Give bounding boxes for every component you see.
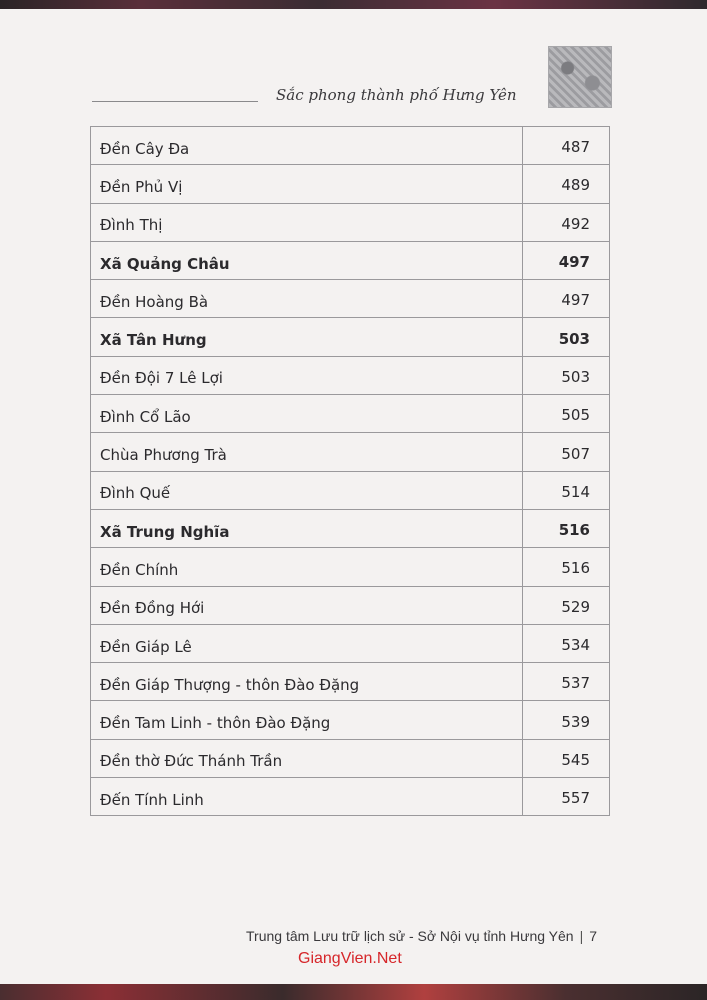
table-row xyxy=(91,318,610,356)
toc-entry-page: 516 xyxy=(523,509,610,547)
table-row xyxy=(91,701,610,739)
table-row xyxy=(91,778,610,816)
page-bottom-edge xyxy=(0,984,707,1000)
header-ornament-image xyxy=(548,46,612,108)
toc-entry-page: 497 xyxy=(523,280,610,318)
toc-entry-page: 529 xyxy=(523,586,610,624)
toc-entry-page: 539 xyxy=(523,701,610,739)
page-footer xyxy=(246,928,686,944)
toc-entry-page: 534 xyxy=(523,624,610,662)
toc-entry-name: Đền Đồng Hới xyxy=(91,586,523,624)
table-row xyxy=(91,127,610,165)
toc-entry-name: Đình Quế xyxy=(91,471,523,509)
watermark-text: GiangVien.Net xyxy=(298,950,402,967)
table-row xyxy=(91,395,610,433)
table-row xyxy=(91,509,610,547)
footer-separator: | xyxy=(579,928,584,944)
footer-page-number: 7 xyxy=(589,928,598,944)
page-top-edge xyxy=(0,0,707,9)
table-row xyxy=(91,241,610,279)
toc-entry-name: Đình Cổ Lão xyxy=(91,395,523,433)
toc-entry-name: Đền Giáp Thượng - thôn Đào Đặng xyxy=(91,663,523,701)
toc-entry-name: Đền thờ Đức Thánh Trần xyxy=(91,739,523,777)
toc-entry-name: Đền Chính xyxy=(91,548,523,586)
toc-entry-name: Xã Tân Hưng xyxy=(91,318,523,356)
page-header-title: Sắc phong thành phố Hưng Yên xyxy=(276,86,517,104)
toc-entry-page: 497 xyxy=(523,241,610,279)
table-row xyxy=(91,203,610,241)
toc-entry-name: Chùa Phương Trà xyxy=(91,433,523,471)
table-row xyxy=(91,280,610,318)
table-row xyxy=(91,356,610,394)
toc-entry-page: 492 xyxy=(523,203,610,241)
table-row xyxy=(91,586,610,624)
toc-entry-page: 545 xyxy=(523,739,610,777)
table-row xyxy=(91,624,610,662)
toc-entry-page: 489 xyxy=(523,165,610,203)
toc-entry-name: Đình Thị xyxy=(91,203,523,241)
table-row xyxy=(91,433,610,471)
table-of-contents xyxy=(90,126,610,816)
table-row xyxy=(91,471,610,509)
toc-entry-page: 516 xyxy=(523,548,610,586)
toc-entry-name: Xã Quảng Châu xyxy=(91,241,523,279)
toc-entry-name: Đền Đội 7 Lê Lợi xyxy=(91,356,523,394)
header-rule xyxy=(92,101,258,102)
toc-entry-page: 487 xyxy=(523,127,610,165)
toc-entry-name: Đền Tam Linh - thôn Đào Đặng xyxy=(91,701,523,739)
toc-entry-name: Đền Giáp Lê xyxy=(91,624,523,662)
table-row xyxy=(91,548,610,586)
toc-entry-page: 537 xyxy=(523,663,610,701)
toc-entry-page: 507 xyxy=(523,433,610,471)
table-row xyxy=(91,739,610,777)
toc-entry-page: 505 xyxy=(523,395,610,433)
toc-entry-page: 503 xyxy=(523,318,610,356)
toc-entry-name: Xã Trung Nghĩa xyxy=(91,509,523,547)
table-row xyxy=(91,663,610,701)
toc-entry-name: Đến Tính Linh xyxy=(91,778,523,816)
toc-entry-name: Đền Hoàng Bà xyxy=(91,280,523,318)
toc-entry-name: Đền Phủ Vị xyxy=(91,165,523,203)
toc-entry-page: 557 xyxy=(523,778,610,816)
footer-org-text: Trung tâm Lưu trữ lịch sử - Sở Nội vụ tỉnh Hưng Yên xyxy=(246,928,574,944)
toc-entry-name: Đền Cây Đa xyxy=(91,127,523,165)
toc-entry-page: 514 xyxy=(523,471,610,509)
table-row xyxy=(91,165,610,203)
toc-entry-page: 503 xyxy=(523,356,610,394)
toc-body xyxy=(91,127,610,816)
